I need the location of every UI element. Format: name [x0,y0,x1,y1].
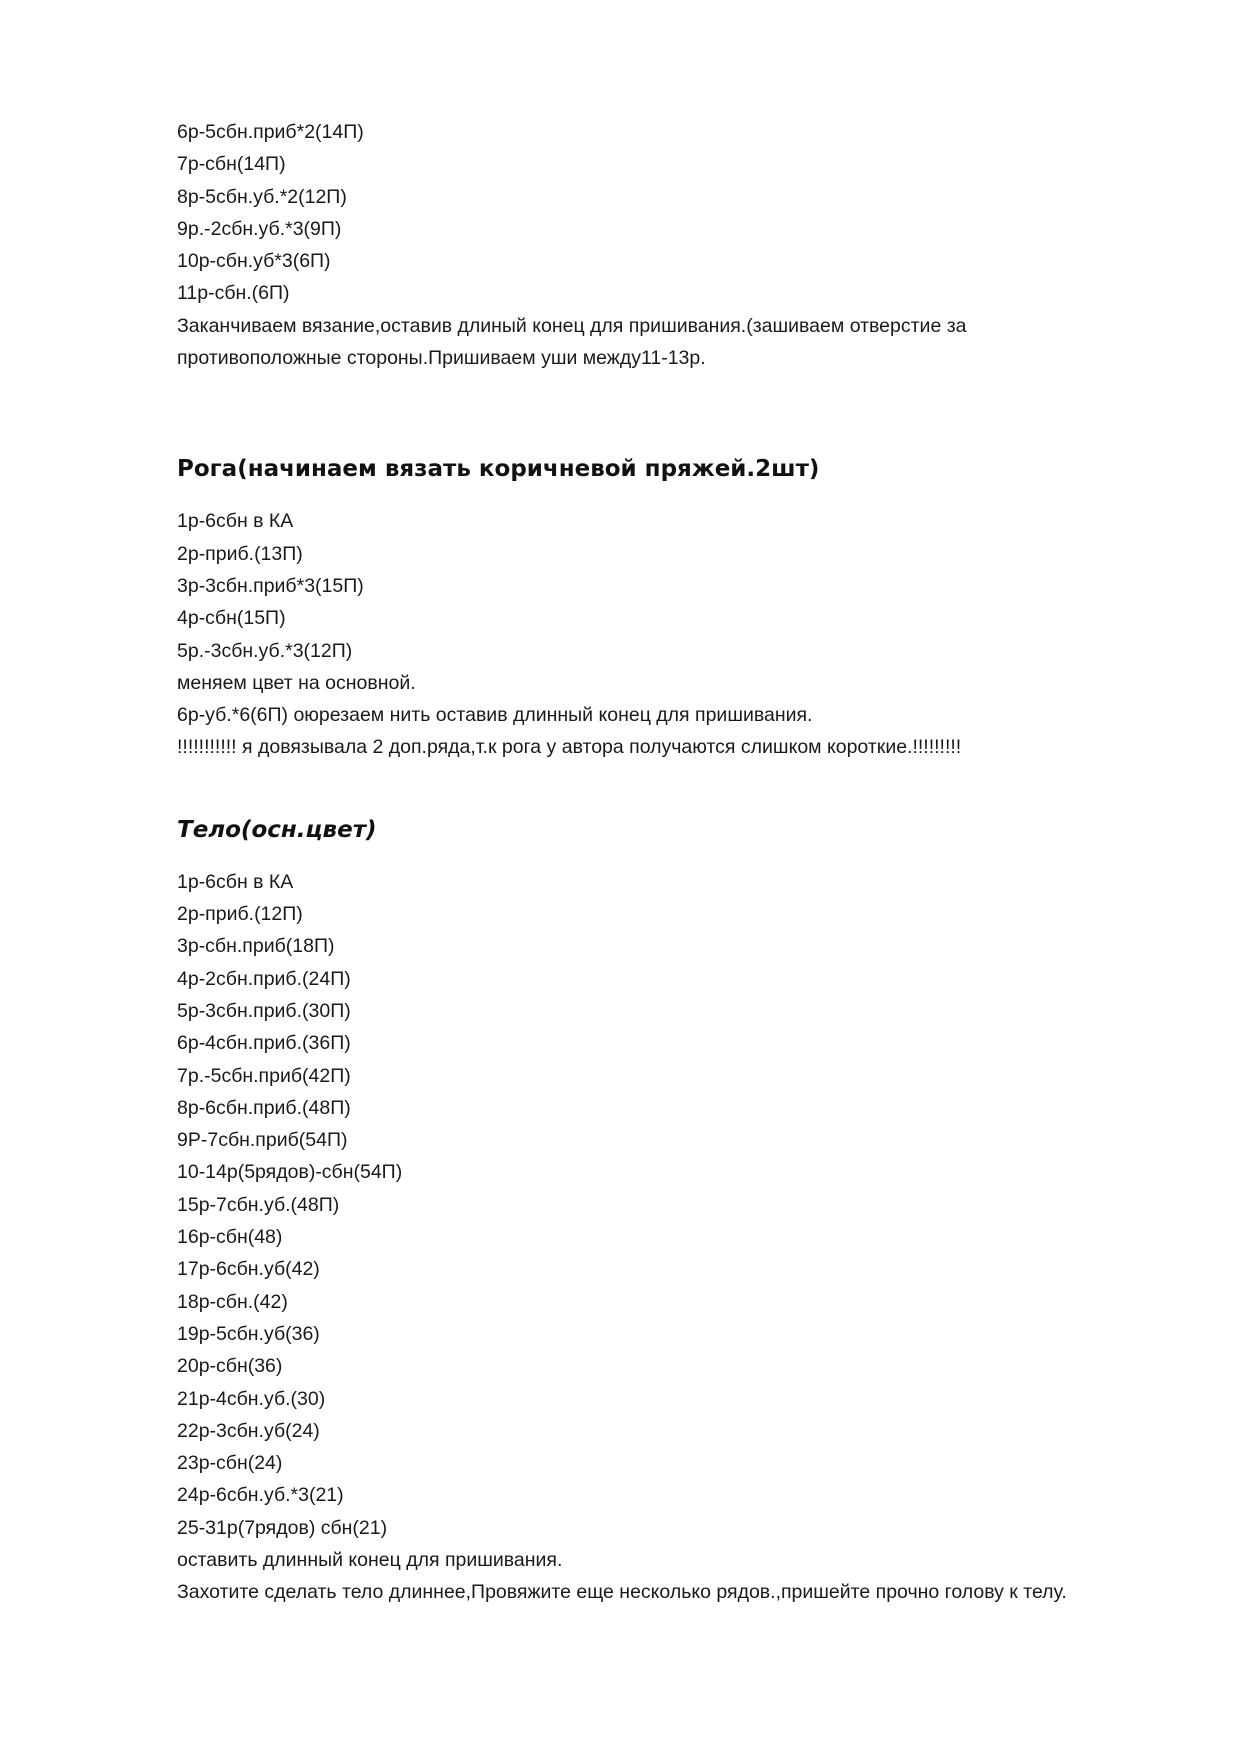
text-line: 17р-6сбн.уб(42) [177,1258,320,1281]
text-line: 7р.-5сбн.приб(42П) [177,1064,351,1087]
text-line: 2р-приб.(13П) [177,542,303,565]
text-line: 3р-3сбн.приб*3(15П) [177,574,364,597]
text-line: 15р-7сбн.уб.(48П) [177,1193,340,1216]
text-line: 23р-сбн(24) [177,1452,283,1475]
text-line: Заканчиваем вязание,оставив длиный конец для пришивания.(зашиваем отверстие за [177,314,967,337]
text-line: 4р-2сбн.приб.(24П) [177,967,351,990]
text-line: 16р-сбн(48) [177,1226,283,1249]
text-line: Захотите сделать тело длиннее,Провяжите еще несколько рядов.,пришейте прочно голову к телу. [177,1581,1067,1604]
text-line: 5р.-3сбн.уб.*3(12П) [177,639,353,662]
text-line: 6р-5сбн.приб*2(14П) [177,121,364,143]
text-line: 5р-3сбн.приб.(30П) [177,999,351,1022]
text-line: 24р-6сбн.уб.*3(21) [177,1484,344,1507]
section-body [177,814,1177,1609]
text-line: 25-31р(7рядов) сбн(21) [177,1516,388,1539]
text-line: противоположные стороны.Пришиваем уши между11-13р. [177,347,706,370]
section-head-finish [177,116,1177,374]
text-line: 6р-уб.*6(6П) оюрезаем нить оставив длинный конец для пришивания. [177,704,813,727]
text-line: 11р-сбн.(6П) [177,282,290,305]
text-line: 7р-сбн(14П) [177,153,286,176]
text-line: 10-14р(5рядов)-сбн(54П) [177,1161,403,1184]
text-line: 6р-4сбн.приб.(36П) [177,1032,351,1055]
text-line: 10р-сбн.уб*3(6П) [177,250,331,273]
section-horns [177,453,1177,763]
text-line: оставить длинный конец для пришивания. [177,1548,563,1571]
text-line: 1р-6сбн в КА [177,510,294,533]
text-line: 3р-сбн.приб(18П) [177,935,335,958]
text-line: меняем цвет на основной. [177,671,416,694]
section-heading-body: Тело(осн.цвет) [177,816,377,843]
text-line: 1р-6сбн в КА [177,870,294,893]
text-line: 9р.-2сбн.уб.*3(9П) [177,217,342,240]
document-page [177,116,1177,1609]
text-line: 8р-5сбн.уб.*2(12П) [177,185,347,208]
text-line: 18р-сбн.(42) [177,1290,288,1313]
text-line: 8р-6сбн.приб.(48П) [177,1096,351,1119]
text-line: 22р-3сбн.уб(24) [177,1419,320,1442]
section-heading-horns: Рога(начинаем вязать коричневой пряжей.2шт) [177,456,820,483]
text-line: 21р-4сбн.уб.(30) [177,1387,326,1410]
text-line: !!!!!!!!!!! я довязывала 2 доп.ряда,т.к рога у автора получаются слишком короткие.!!!!!!!!! [177,736,962,759]
text-line: 2р-приб.(12П) [177,903,303,926]
text-line: 9Р-7сбн.приб(54П) [177,1129,348,1152]
text-line: 4р-сбн(15П) [177,607,286,630]
text-line: 20р-сбн(36) [177,1355,283,1378]
text-line: 19р-5сбн.уб(36) [177,1322,320,1345]
